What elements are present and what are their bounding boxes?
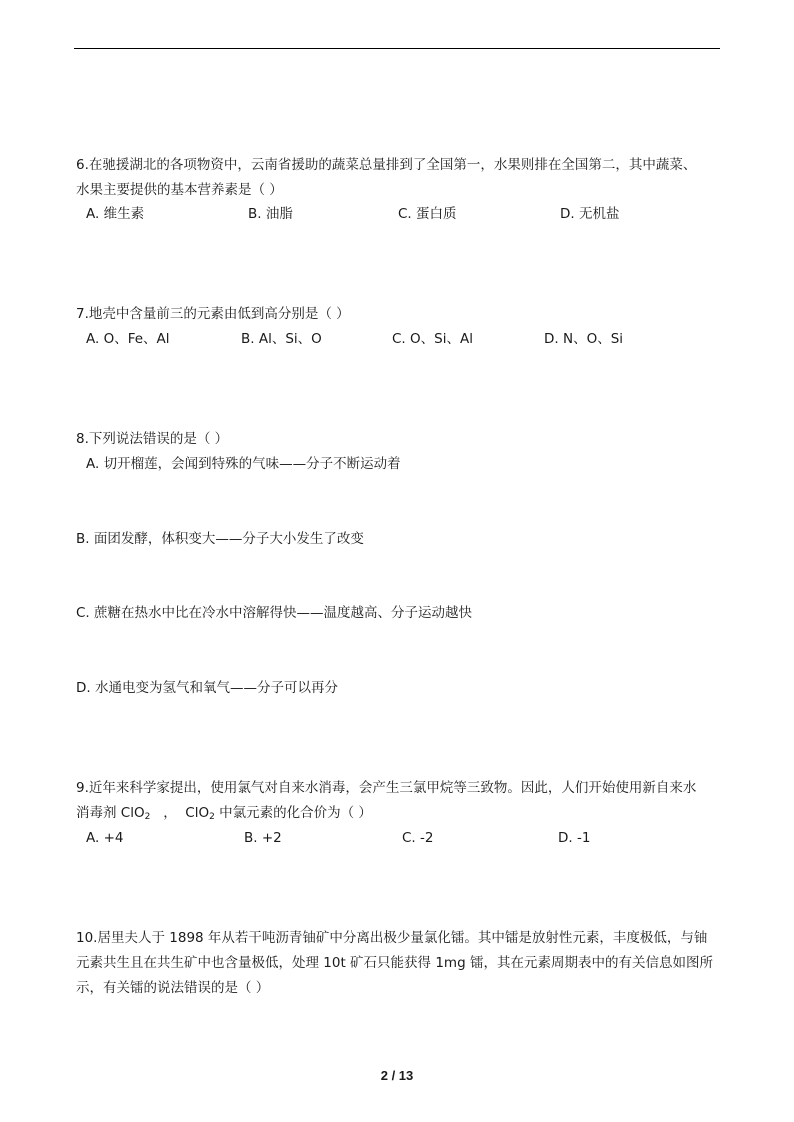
q8-stem-line1: 8.下列说法错误的是（ ） <box>76 431 229 447</box>
q10-stem-line1: 10.居里夫人于 1898 年从若干吨沥青铀矿中分离出极少量氯化镭。其中镭是放射性元素，丰度极低，与铀 <box>76 930 708 946</box>
q9-option-a[interactable]: A. +4 <box>86 830 124 846</box>
q9-stem-text-b: ， ClO <box>150 805 210 821</box>
q6-stem-line2: 水果主要提供的基本营养素是（ ） <box>76 182 283 198</box>
q8-option-a[interactable]: A. 切开榴莲，会闻到特殊的气味——分子不断运动着 <box>86 456 401 472</box>
q10-stem-line2: 元素共生且在共生矿中也含量极低，处理 10t 矿石只能获得 1mg 镭，其在元素周期表中的有关信息如图所 <box>76 955 713 971</box>
q6-stem-line1: 6.在驰援湖北的各项物资中，云南省援助的蔬菜总量排到了全国第一，水果则排在全国第二，其中蔬菜、 <box>76 157 697 173</box>
q9-stem-line2 <box>76 804 372 826</box>
q7-option-c[interactable]: C. O、Si、Al <box>392 331 473 347</box>
q9-subscript-2: 2 <box>209 812 215 822</box>
header-rule <box>74 48 720 49</box>
q8-option-b[interactable]: B. 面团发酵，体积变大——分子大小发生了改变 <box>76 531 364 547</box>
q6-option-b[interactable]: B. 油脂 <box>248 206 293 222</box>
page-number: 2 / 13 <box>380 1068 414 1083</box>
q9-subscript-1: 2 <box>144 812 151 822</box>
q9-option-d[interactable]: D. -1 <box>558 830 591 846</box>
q9-option-b[interactable]: B. +2 <box>244 830 282 846</box>
q6-option-d[interactable]: D. 无机盐 <box>560 206 620 222</box>
q9-stem-text-a: 消毒剂 ClO <box>76 805 145 821</box>
q8-option-c[interactable]: C. 蔗糖在热水中比在冷水中溶解得快——温度越高、分子运动越快 <box>76 605 473 621</box>
q7-option-a[interactable]: A. O、Fe、Al <box>86 331 170 347</box>
q6-option-a[interactable]: A. 维生素 <box>86 206 145 222</box>
q10-stem-line3: 示，有关镭的说法错误的是（ ） <box>76 980 270 996</box>
q7-stem-line1: 7.地壳中含量前三的元素由低到高分别是（ ） <box>76 306 350 322</box>
q9-stem-text-c: 中氯元素的化合价为（ ） <box>214 805 372 821</box>
q6-option-c[interactable]: C. 蛋白质 <box>398 206 457 222</box>
q7-option-b[interactable]: B. Al、Si、O <box>241 331 322 347</box>
q9-option-c[interactable]: C. -2 <box>402 830 434 846</box>
q9-stem-line1: 9.近年来科学家提出，使用氯气对自来水消毒，会产生三氯甲烷等三致物。因此，人们开始使用新自来水 <box>76 780 697 796</box>
q8-option-d[interactable]: D. 水通电变为氢气和氧气——分子可以再分 <box>76 680 338 696</box>
q7-option-d[interactable]: D. N、O、Si <box>544 331 624 347</box>
